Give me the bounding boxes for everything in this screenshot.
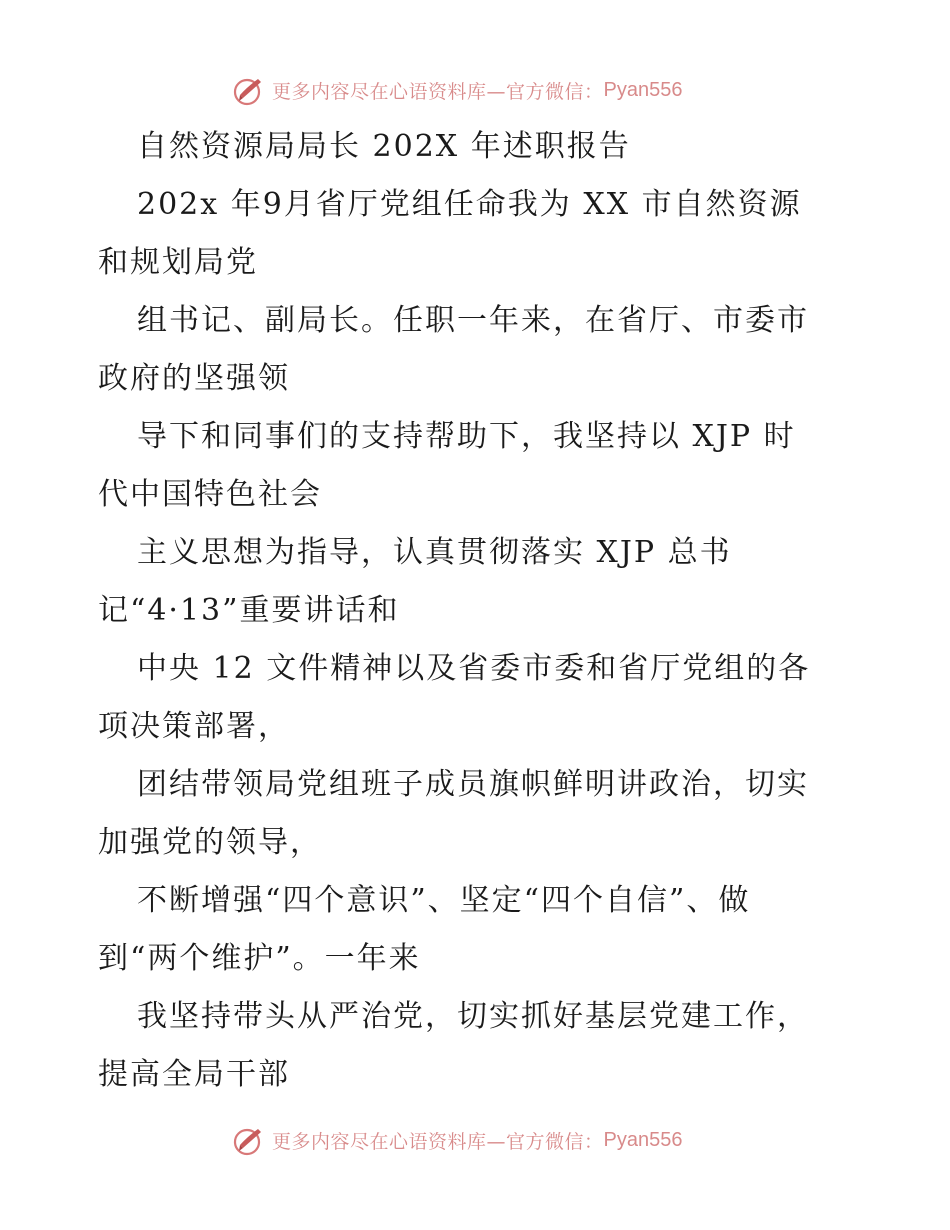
doc-line: 记“4·13”重要讲话和 [98, 593, 400, 628]
pen-logo-icon [232, 1123, 266, 1157]
header-watermark [232, 70, 682, 110]
doc-line: 导下和同事们的支持帮助下，我坚持以 XJP 时 [137, 419, 796, 454]
doc-line: 项决策部署， [98, 709, 290, 744]
doc-line: 提高全局干部 [98, 1057, 290, 1092]
doc-title: 自然资源局局长 202X 年述职报告 [137, 129, 631, 164]
watermark-handle: Pyan556 [603, 1128, 683, 1151]
doc-line: 和规划局党 [98, 245, 258, 280]
doc-line: 中央 12 文件精神以及省委市委和省厅党组的各 [137, 651, 811, 686]
footer-watermark [232, 1120, 682, 1160]
doc-line: 政府的坚强领 [98, 361, 290, 396]
doc-line: 202x 年9月省厅党组任命我为 XX 市自然资源 [137, 187, 802, 222]
doc-line: 加强党的领导， [98, 825, 322, 860]
doc-line: 团结带领局党组班子成员旗帜鲜明讲政治，切实 [137, 767, 809, 802]
watermark-handle: Pyan556 [603, 78, 683, 101]
watermark-text: 更多内容尽在心语资料库—官方微信： [272, 1130, 604, 1153]
doc-line: 我坚持带头从严治党，切实抓好基层党建工作， [137, 999, 809, 1034]
doc-line: 不断增强“四个意识”、坚定“四个自信”、做 [137, 883, 751, 918]
watermark-text: 更多内容尽在心语资料库—官方微信： [272, 80, 604, 103]
pen-logo-icon [232, 73, 266, 107]
doc-line: 主义思想为指导，认真贯彻落实 XJP 总书 [137, 535, 732, 570]
doc-line: 组书记、副局长。任职一年来，在省厅、市委市 [137, 303, 809, 338]
doc-line: 代中国特色社会 [98, 477, 322, 512]
doc-line: 到“两个维护”。一年来 [98, 941, 421, 976]
